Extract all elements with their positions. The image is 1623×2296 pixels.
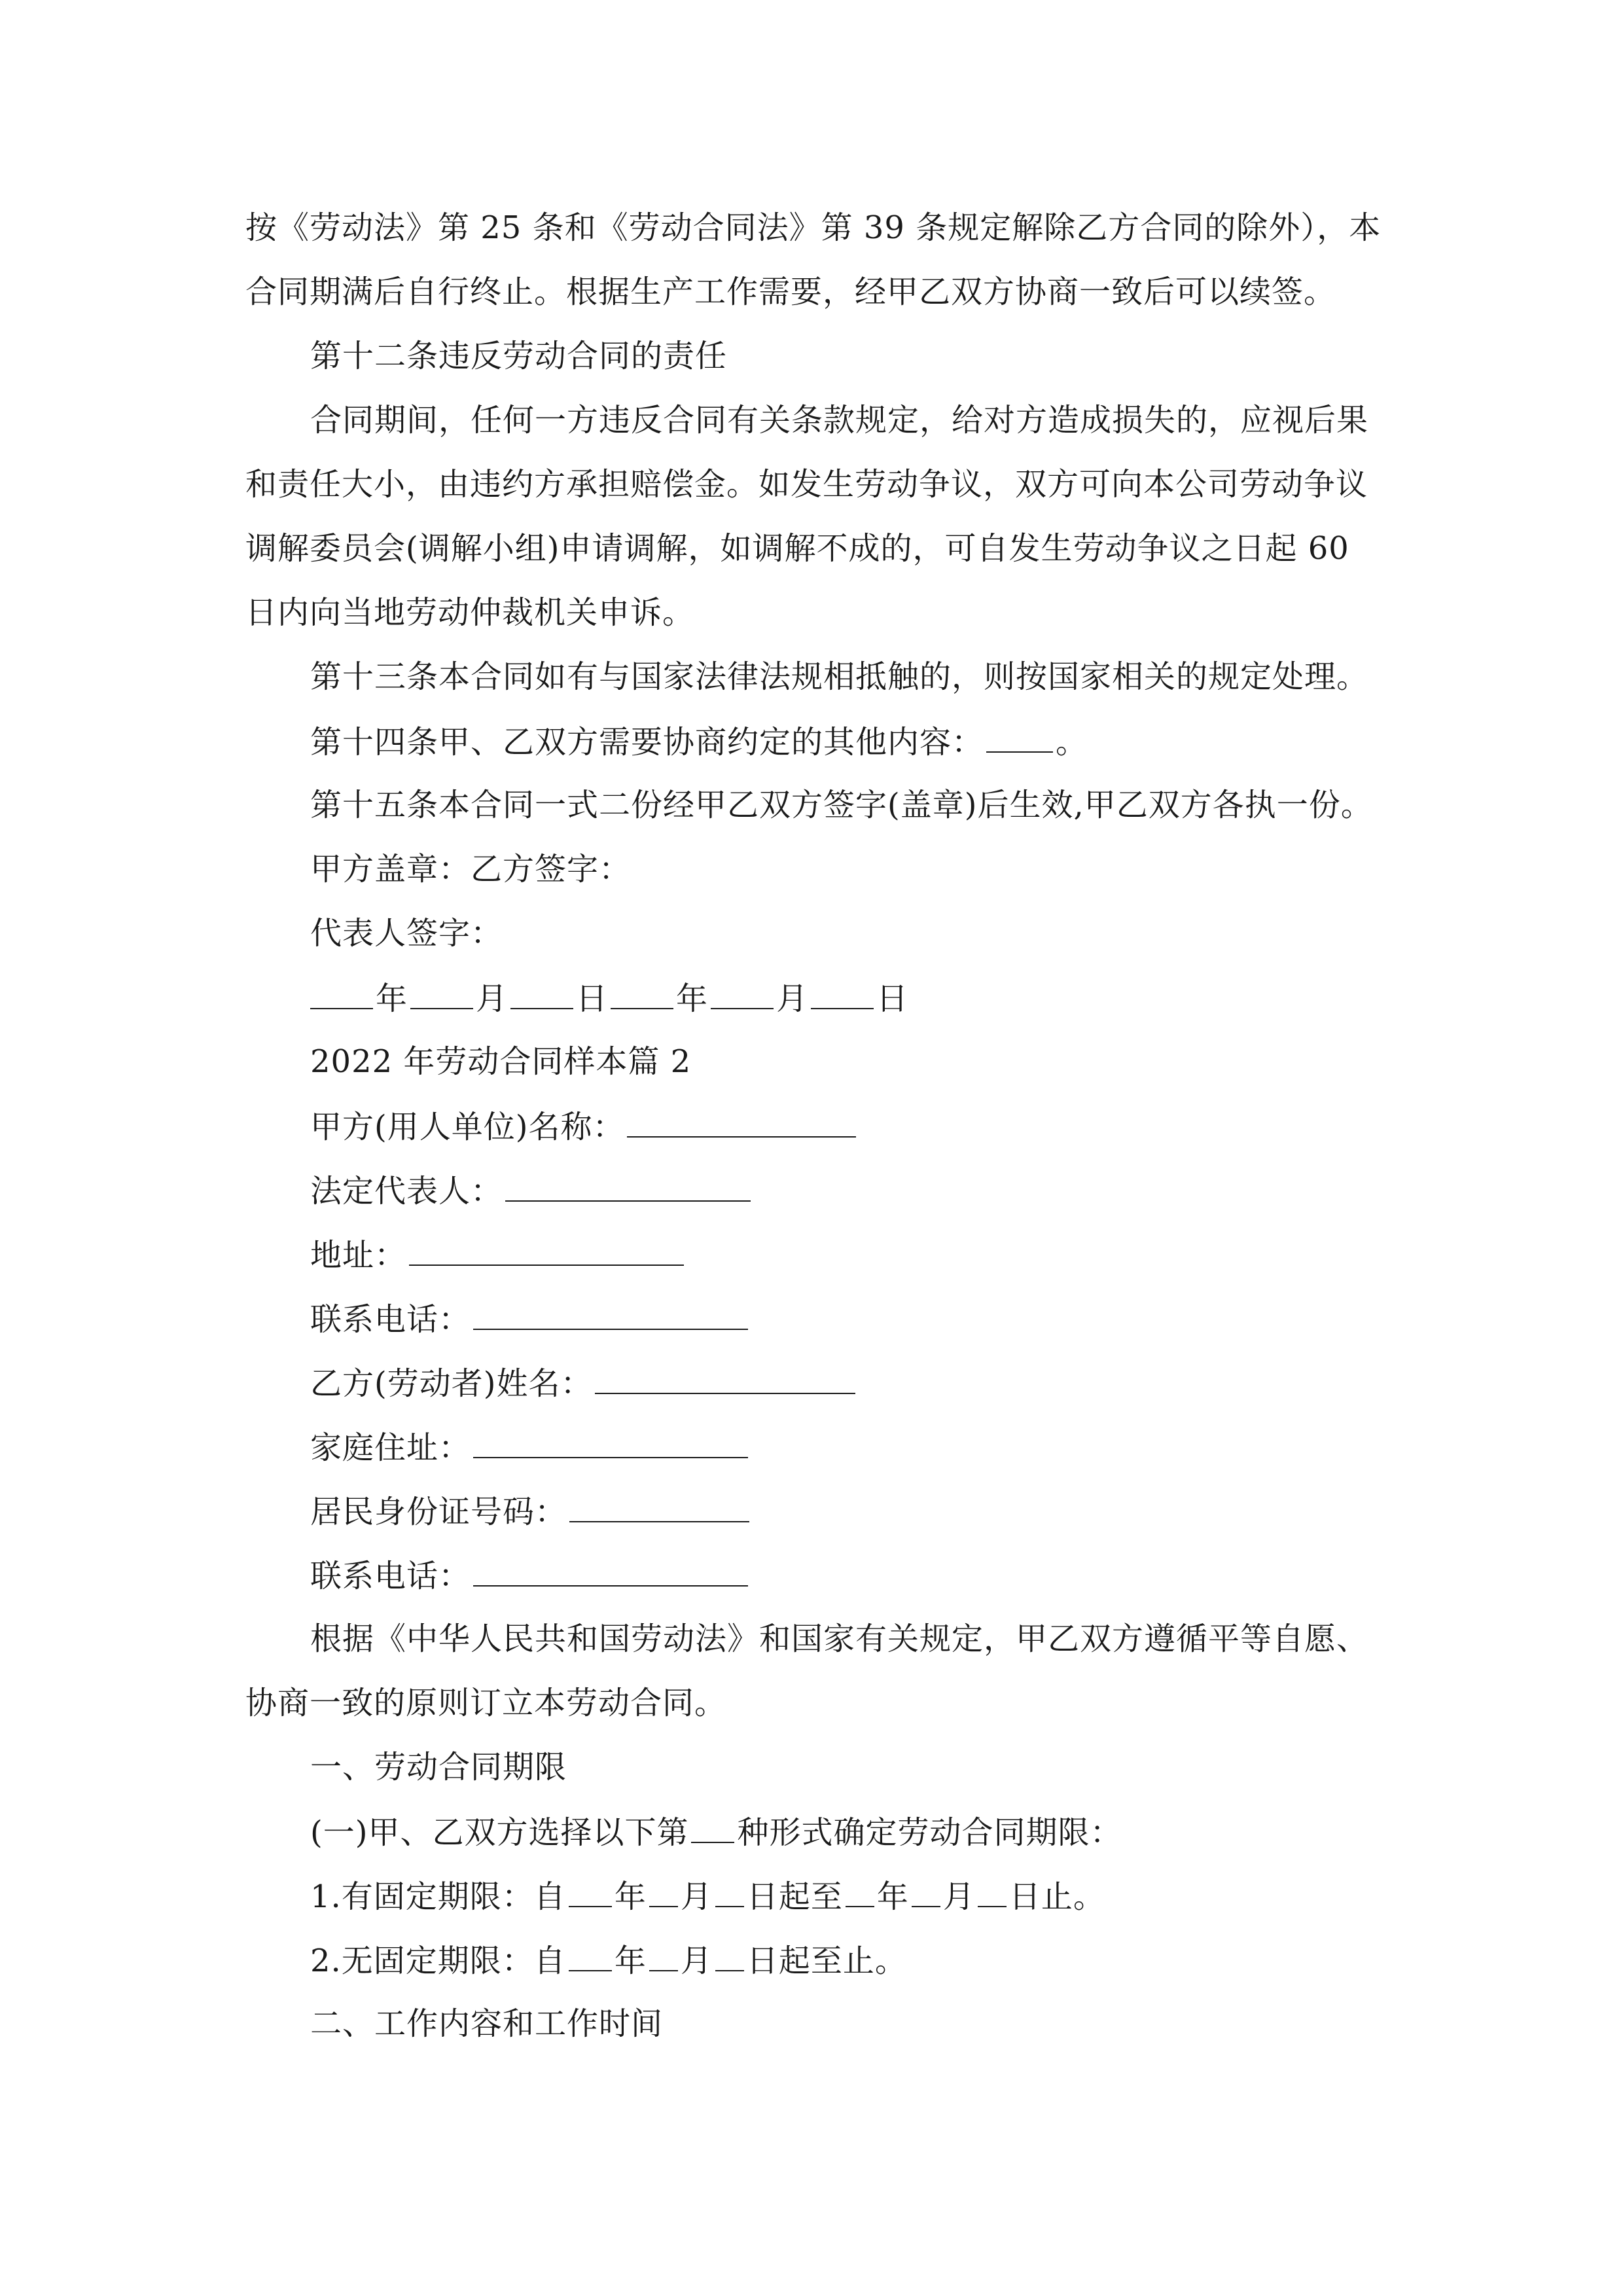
text: 代表人签字：: [310, 915, 503, 952]
field-address: [310, 1234, 687, 1275]
field-phone: [310, 1299, 751, 1339]
text: 2.无固定期限：自: [310, 1943, 566, 1979]
label: 乙方(劳动者)姓名：: [310, 1365, 593, 1402]
blank-line: [595, 1363, 855, 1394]
article-14: [310, 721, 1088, 762]
field-phone-b: [310, 1555, 751, 1596]
blank-line: [410, 978, 473, 1009]
paragraph-line: [310, 401, 1368, 440]
option-open-term: [310, 1940, 907, 1981]
date-line: [310, 978, 908, 1018]
text: 年: [614, 1943, 647, 1979]
text: 协商一致的原则订立本劳动合同。: [245, 1685, 727, 1721]
text: 。: [1056, 724, 1088, 761]
text: 种形式确定劳动合同期限：: [737, 1814, 1122, 1851]
blank-line: [649, 1876, 678, 1907]
text: 日止。: [1008, 1878, 1105, 1915]
blank-line: [978, 1876, 1007, 1907]
paragraph-line: [245, 272, 1336, 312]
text: 日: [576, 980, 609, 1017]
blank-line: [409, 1234, 684, 1266]
blank-line: [715, 1876, 744, 1907]
text: (一)甲、乙双方选择以下第: [310, 1814, 689, 1851]
text: 日起至: [746, 1878, 843, 1915]
blank-line: [846, 1876, 874, 1907]
text: 调解委员会(调解小组)申请调解，如调解不成的，可自发生劳动争议之日起 60: [245, 530, 1349, 567]
label: 联系电话：: [310, 1558, 471, 1594]
blank-line: [505, 1170, 751, 1202]
label: 法定代表人：: [310, 1173, 503, 1210]
section-2-heading: [310, 2004, 663, 2043]
paragraph-line: [245, 593, 694, 632]
blank-line: [310, 978, 373, 1009]
field-party-a-name: [310, 1106, 859, 1147]
text: 一、劳动合同期限: [310, 1749, 567, 1785]
blank-line: [912, 1876, 940, 1907]
text: 第十二条违反劳动合同的责任: [310, 338, 728, 374]
signature-line: [310, 850, 631, 889]
blank-line: [711, 978, 774, 1009]
field-id-number: [310, 1491, 752, 1532]
paragraph-line: [245, 465, 1368, 504]
label: 居民身份证号码：: [310, 1494, 567, 1530]
text: 第十四条甲、乙双方需要协商约定的其他内容：: [310, 724, 984, 761]
text: 和责任大小，由违约方承担赔偿金。如发生劳动争议，双方可向本公司劳动争议: [245, 466, 1368, 503]
section-title: [310, 1042, 691, 1081]
blank-line: [473, 1427, 748, 1458]
article-15: [310, 785, 1373, 825]
text: 日内向当地劳动仲裁机关申诉。: [245, 594, 695, 631]
text: 月: [776, 980, 809, 1017]
text: 合同期满后自行终止。根据生产工作需要，经甲乙双方协商一致后可以续签。: [245, 274, 1336, 310]
article-12-heading: [310, 336, 727, 376]
text: 第十五条本合同一式二份经甲乙双方签字(盖章)后生效,甲乙双方各执一份。: [310, 787, 1373, 823]
text: 年: [614, 1878, 647, 1915]
text: 月: [942, 1878, 975, 1915]
blank-line: [811, 978, 874, 1009]
section-1-heading: [310, 1748, 567, 1787]
text: 月: [680, 1943, 713, 1979]
label: 联系电话：: [310, 1301, 471, 1338]
blank-line: [691, 1812, 734, 1843]
blank-line: [569, 1876, 612, 1907]
paragraph-line: [310, 1619, 1368, 1659]
article-13: [310, 657, 1368, 696]
option-fixed-term: [310, 1876, 1105, 1916]
text: 根据《中华人民共和国劳动法》和国家有关规定，甲乙双方遵循平等自愿、: [310, 1621, 1369, 1657]
representative-signature: [310, 914, 503, 953]
label: 甲方(用人单位)名称：: [310, 1109, 625, 1145]
paragraph-line: [245, 208, 1381, 247]
field-party-b-name: [310, 1363, 858, 1403]
label: 地址：: [310, 1237, 407, 1274]
text: 二、工作内容和工作时间: [310, 2005, 664, 2042]
field-home-address: [310, 1427, 751, 1467]
label: 家庭住址：: [310, 1429, 471, 1466]
blank-line: [510, 978, 573, 1009]
blank-line: [569, 1491, 749, 1522]
text: 日起至止。: [746, 1943, 907, 1979]
blank-line: [986, 721, 1053, 753]
paragraph-line: [245, 1683, 726, 1723]
text: 合同期间，任何一方违反合同有关条款规定，给对方造成损失的，应视后果: [310, 402, 1369, 439]
text: 甲方盖章：乙方签字：: [310, 851, 632, 888]
text: 按《劳动法》第 25 条和《劳动合同法》第 39 条规定解除乙方合同的除外），本: [245, 209, 1382, 246]
blank-line: [715, 1940, 744, 1971]
blank-line: [649, 1940, 678, 1971]
blank-line: [473, 1555, 748, 1587]
text: 第十三条本合同如有与国家法律法规相抵触的，则按国家相关的规定处理。: [310, 658, 1369, 695]
blank-line: [473, 1299, 748, 1330]
blank-line: [611, 978, 673, 1009]
text: 年: [676, 980, 709, 1017]
blank-line: [627, 1106, 856, 1138]
section-1-1: [310, 1812, 1122, 1852]
blank-line: [569, 1940, 612, 1971]
text: 日: [876, 980, 909, 1017]
text: 1.有固定期限：自: [310, 1878, 566, 1915]
text: 月: [476, 980, 508, 1017]
text: 年: [876, 1878, 909, 1915]
text: 月: [680, 1878, 713, 1915]
text: 2022 年劳动合同样本篇 2: [310, 1043, 692, 1080]
text: 年: [376, 980, 408, 1017]
field-legal-representative: [310, 1170, 753, 1211]
paragraph-line: [245, 529, 1349, 568]
